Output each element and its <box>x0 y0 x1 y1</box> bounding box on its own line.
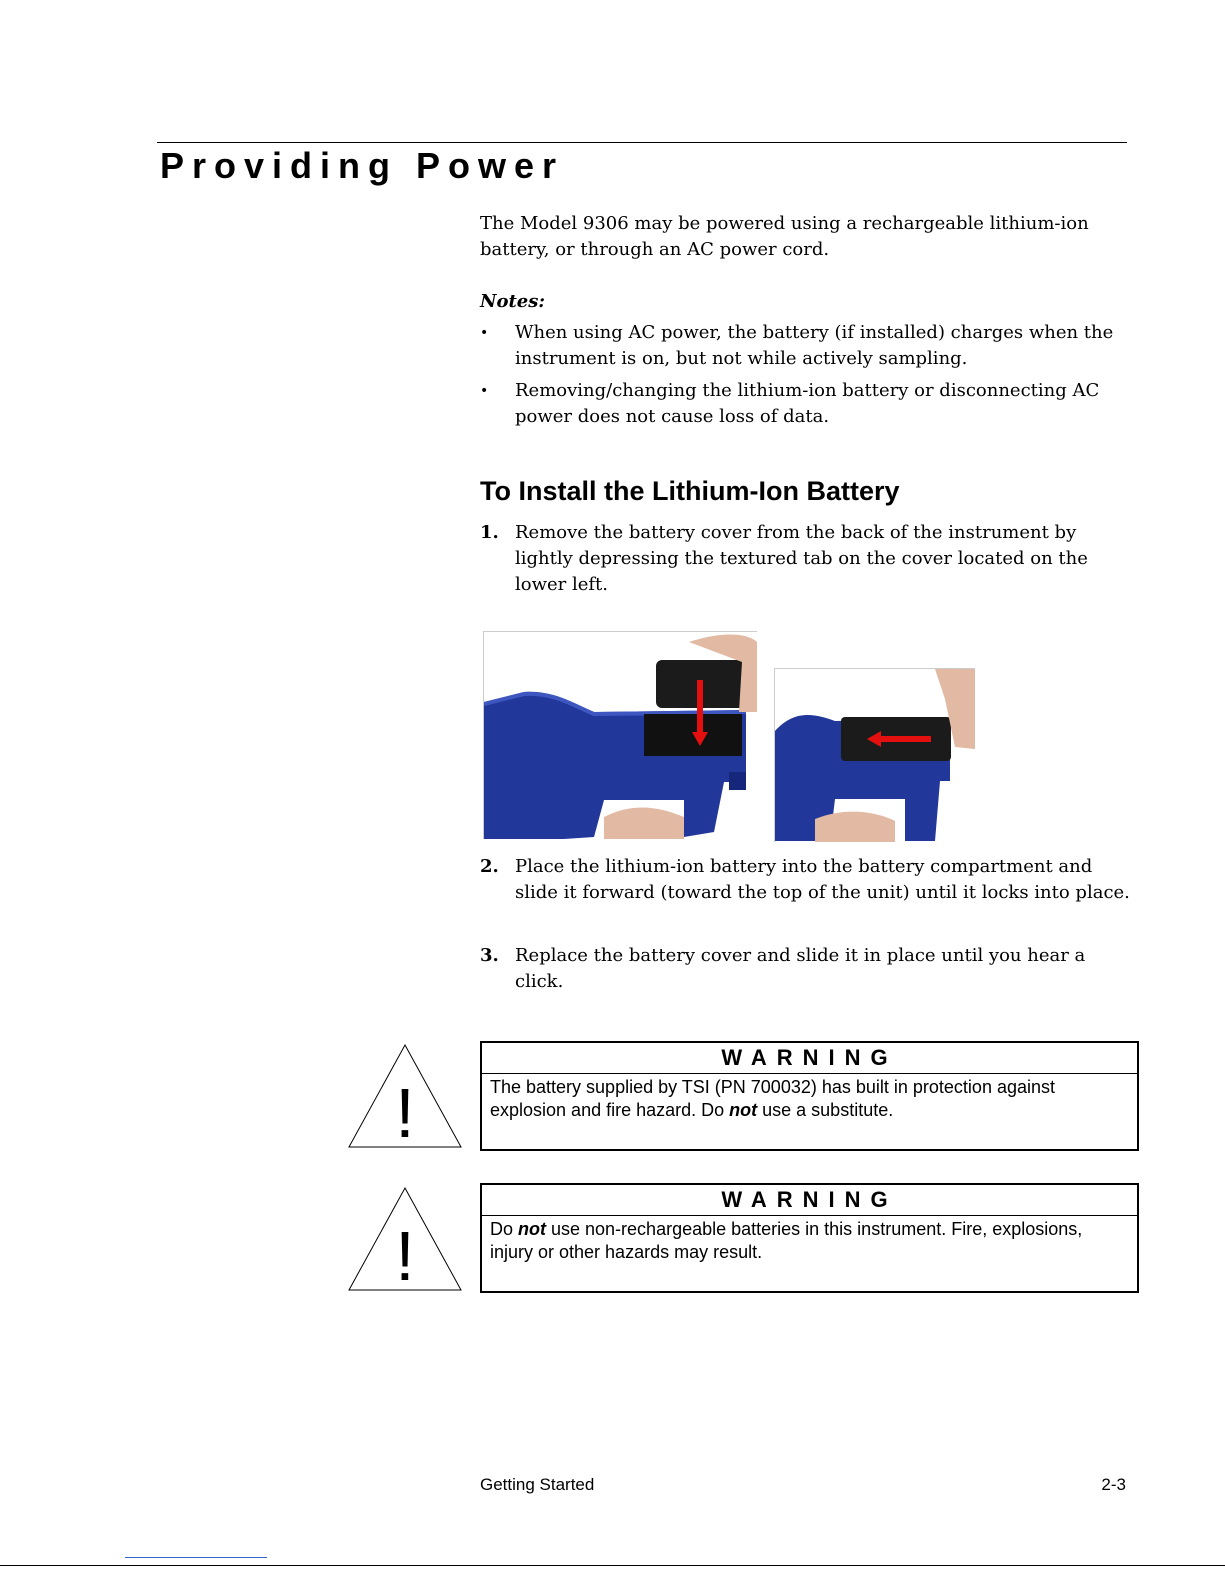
note-item <box>480 378 1130 430</box>
warning-box <box>480 1183 1139 1293</box>
bullet-icon: • <box>480 325 489 341</box>
warning-triangle-icon <box>347 1186 463 1296</box>
warning-heading: WARNING <box>482 1185 1137 1216</box>
intro-paragraph: The Model 9306 may be powered using a rechargeable lithium-ion battery, or through an AC power cord. <box>480 213 1089 260</box>
section-title: Providing Power <box>160 145 565 186</box>
battery-slide-photo <box>774 668 975 842</box>
step-number: 1. <box>480 522 499 543</box>
notes-list <box>480 320 1130 436</box>
page-bottom-rule <box>0 1565 1225 1566</box>
notes-heading: Notes: <box>480 291 546 312</box>
step-1 <box>480 520 1130 598</box>
warning-box <box>480 1041 1139 1151</box>
note-item <box>480 320 1130 372</box>
warning-text <box>482 1216 1137 1266</box>
step-text: Remove the battery cover from the back of the instrument by lightly depressing the textured tab on the cover located on the lower left. <box>515 522 1088 595</box>
warning-text <box>482 1074 1137 1124</box>
warning-text-start: The battery supplied by TSI (PN 700032) has built in protection against explosion and fire hazard. Do <box>490 1077 1055 1120</box>
step-2 <box>480 854 1130 906</box>
warning-emphasis: not <box>518 1219 546 1239</box>
step-3 <box>480 943 1130 995</box>
step-text: Place the lithium-ion battery into the battery compartment and slide it forward (toward the top of the unit) until it locks into place. <box>515 856 1130 903</box>
warning-text-end: use a substitute. <box>757 1100 894 1120</box>
warning-text-start: Do <box>490 1219 519 1239</box>
footer-page-number: 2-3 <box>1101 1475 1126 1494</box>
note-text: Removing/changing the lithium-ion battery or disconnecting AC power does not cause loss of data. <box>515 380 1100 427</box>
warning-emphasis: not <box>729 1100 758 1120</box>
warning-heading: WARNING <box>482 1043 1137 1074</box>
step-number: 2. <box>480 856 499 877</box>
note-text: When using AC power, the battery (if installed) charges when the instrument is on, but not while actively sampling. <box>515 322 1114 369</box>
subsection-title: To Install the Lithium-Ion Battery <box>480 476 900 506</box>
step-number: 3. <box>480 945 499 966</box>
step-text: Replace the battery cover and slide it in place until you hear a click. <box>515 945 1086 992</box>
battery-insert-photo <box>483 631 757 839</box>
exclamation-glyph: ! <box>395 1217 415 1292</box>
warning-text-end: use non-rechargeable batteries in this instrument. Fire, explosions, injury or other hazards may result. <box>490 1219 1083 1262</box>
bullet-icon: • <box>480 383 489 399</box>
footer-chapter: Getting Started <box>480 1475 595 1494</box>
footnote-divider <box>125 1557 267 1558</box>
warning-triangle-icon <box>347 1043 463 1153</box>
exclamation-glyph: ! <box>395 1074 415 1149</box>
